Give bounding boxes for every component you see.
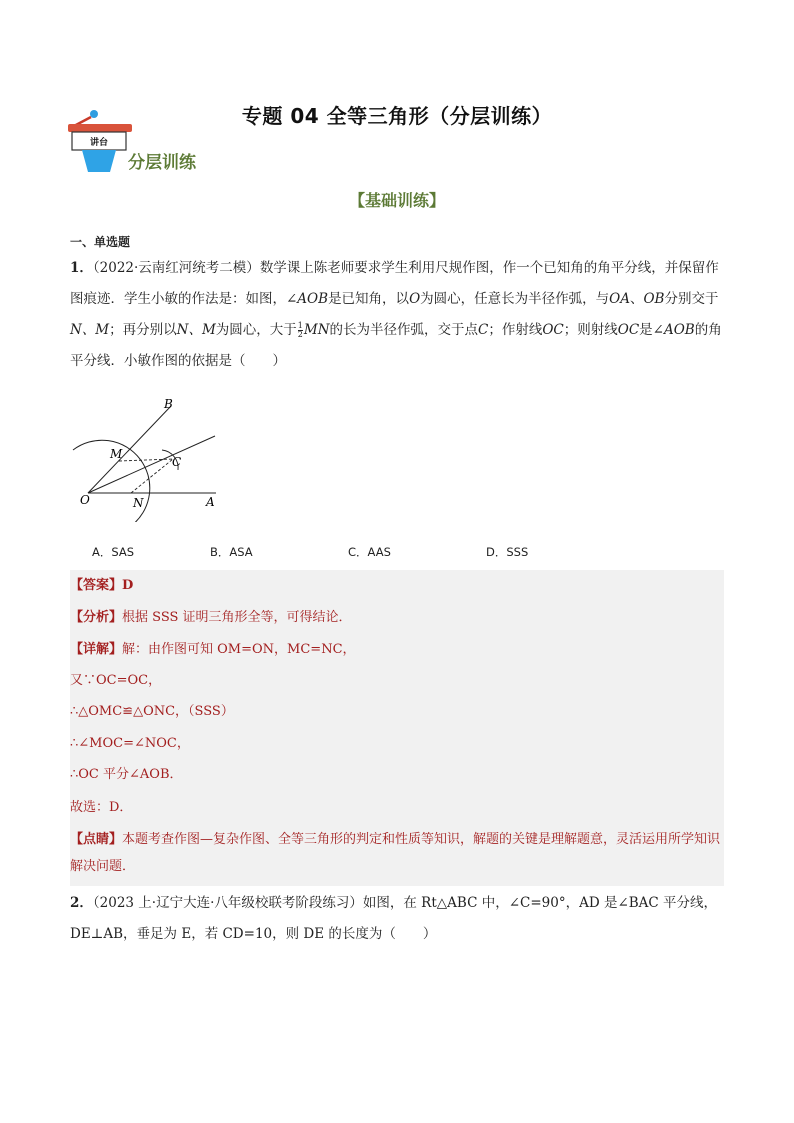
comment-line: 【点睛】本题考查作图—复杂作图、全等三角形的判定和性质等知识，解题的关键是理解题意，灵活运用所学知识解决问题． xyxy=(70,832,721,874)
layer-training-label: 分层训练 xyxy=(128,153,196,173)
label-b: B xyxy=(164,397,173,411)
option-d[interactable]: D．SSS xyxy=(486,545,529,559)
option-a[interactable]: A．SAS xyxy=(92,545,135,559)
section-heading: 【基础训练】 xyxy=(348,191,445,210)
analysis-line: 【分析】根据 SSS 证明三角形全等，可得结论． xyxy=(70,610,352,625)
fraction-one-half: $\frac{1}{2}$ xyxy=(297,321,303,339)
label-c: C xyxy=(172,455,182,469)
proof-line-2: 又∵OC=OC， xyxy=(70,673,162,688)
detail-line: 【详解】解：由作图可知 OM=ON，MC=NC， xyxy=(70,642,356,657)
option-b[interactable]: B．ASA xyxy=(210,545,253,559)
label-m: M xyxy=(110,447,123,461)
answer-line: 【答案】D xyxy=(70,578,134,593)
part-title: 一、单选题 xyxy=(70,235,131,249)
label-o: O xyxy=(80,493,90,507)
question-number: 2． xyxy=(70,895,93,911)
label-n: N xyxy=(133,496,144,510)
proof-line-3: ∴△OMC≌△ONC，（SSS） xyxy=(70,704,234,719)
proof-line-5: ∴OC 平分∠AOB． xyxy=(70,767,183,782)
label-a: A xyxy=(206,495,215,509)
question-1: 1．（2022·云南红河统考二模）数学课上陈老师要求学生利用尺规作图，作一个已知角的角平分线，并保留作图痕迹．学生小敏的作法是：如图，∠AOB是已知角，以O为圆心，任意长为半径作弧，与OA、OB分别交于N、M；再分别以N、M为圆心，大于 $\frac{1}{2}$ MN的长为半径作弧，交于点C；作射线OC；则射线OC是∠AOB的角平分线．小敏作图的依据是（ ） xyxy=(70,260,722,369)
angle-bisector-figure xyxy=(68,392,228,522)
question-2: 2．（2023 上·辽宁大连·八年级校联考阶段练习）如图，在 Rt△ABC 中，∠C=90°，AD 是∠BAC 平分线，DE⊥AB，垂足为 E，若 CD=10，则 DE 的长度为（ ） xyxy=(70,895,718,942)
logo-text: 讲台 xyxy=(89,138,109,148)
question-number: 1． xyxy=(70,260,93,276)
proof-line-4: ∴∠MOC=∠NOC， xyxy=(70,736,190,751)
solution-box xyxy=(70,570,724,886)
q1-options xyxy=(92,544,732,564)
page-title: 专题 04 全等三角形（分层训练） xyxy=(241,104,553,128)
choice-line: 故选：D． xyxy=(70,800,133,815)
option-c[interactable]: C．AAS xyxy=(348,545,391,559)
